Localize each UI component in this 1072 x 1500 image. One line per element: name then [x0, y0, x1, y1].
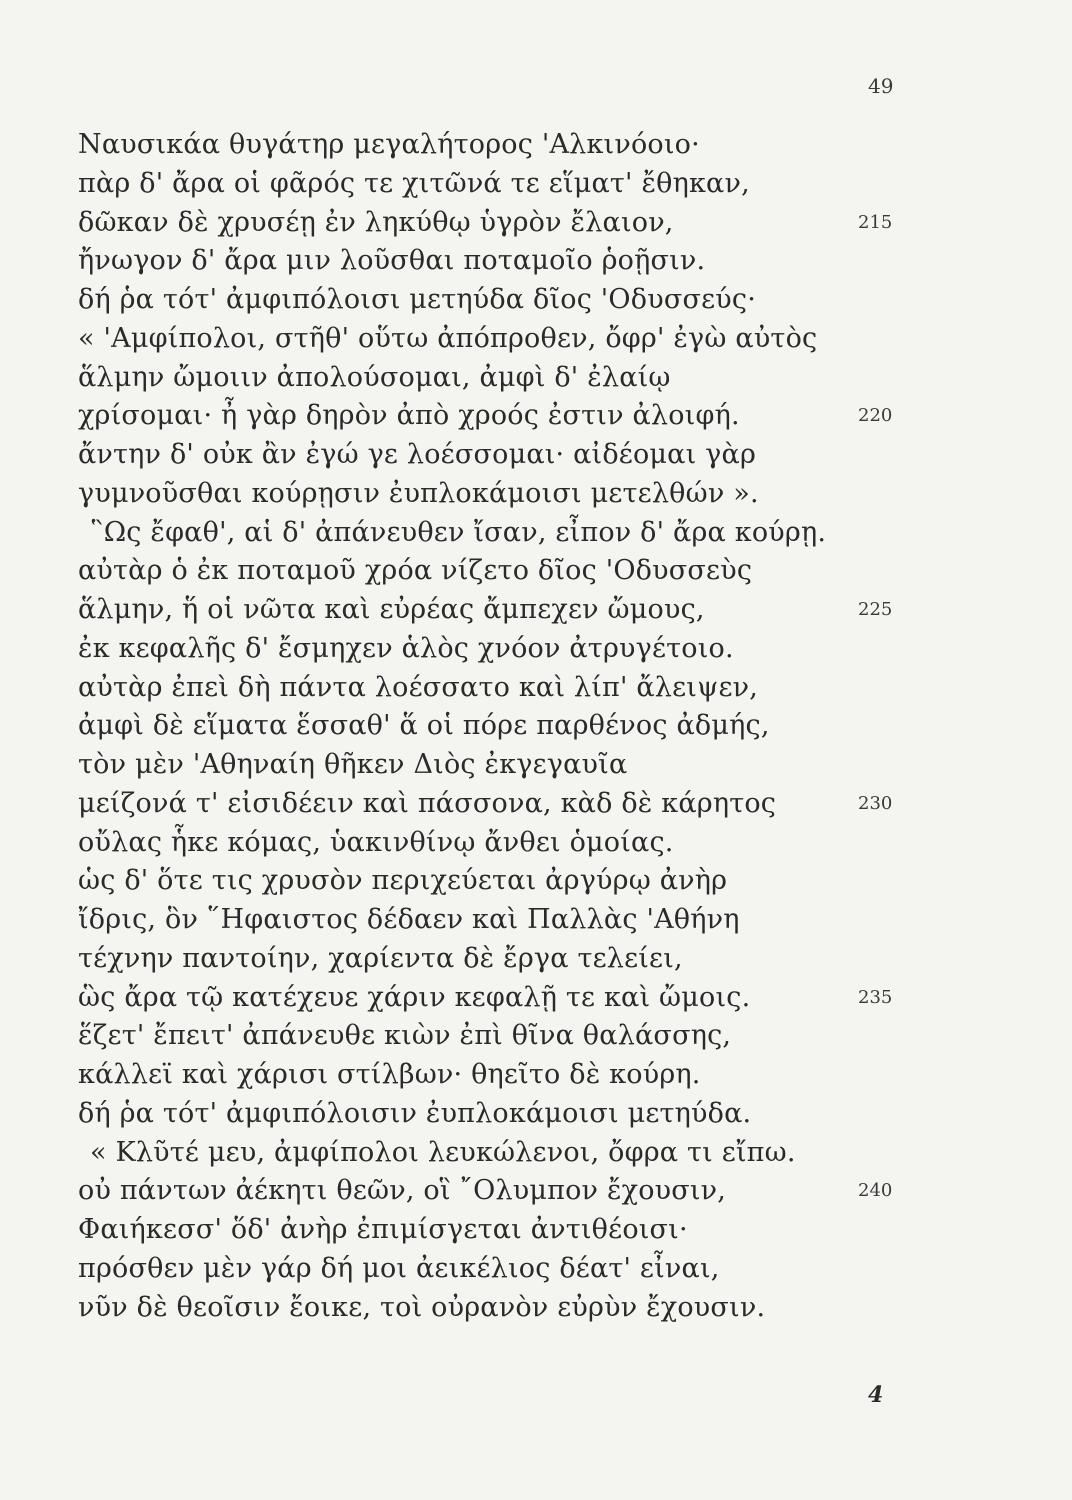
verse-line-number: [858, 1289, 918, 1328]
verse-line: ὡς δ' ὅτε τις χρυσὸν περιχεύεται ἀργύρῳ ἀνὴρ: [78, 865, 728, 897]
verse-line: χρίσομαι· ἦ γὰρ δηρὸν ἀπὸ χροός ἐστιν ἀλοιφή.: [78, 400, 740, 432]
verse-line: ἤνωγον δ' ἄρα μιν λοῦσθαι ποταμοῖο ῥοῇσιν.: [78, 245, 706, 277]
verse-line-number: [858, 746, 918, 785]
verse-line-number: [858, 1250, 918, 1289]
verse-line-number: [858, 475, 918, 514]
verse-line: μείζονά τ' εἰσιδέειν καὶ πάσσονα, κὰδ δὲ κάρητος: [78, 787, 777, 819]
verse-line-number: [858, 552, 918, 591]
verse-line-number: [858, 1056, 918, 1095]
verse-line-number: 220: [858, 405, 893, 427]
verse-line: ὣς ἄρα τῷ κατέχευε χάριν κεφαλῇ τε καὶ ὤμοις.: [78, 981, 751, 1013]
verse-line: ἐκ κεφαλῆς δ' ἔσμηχεν ἁλὸς χνόον ἀτρυγέτοιο.: [78, 632, 734, 664]
verse-line: δή ῥα τότ' ἀμφιπόλοισι μετηύδα δῖος 'Οδυσσεύς·: [78, 284, 756, 315]
verse-line-number: [858, 1134, 918, 1173]
verse-line: τέχνην παντοίην, χαρίεντα δὲ ἔργα τελείει,: [78, 942, 683, 974]
verse-line-number: [858, 940, 918, 979]
verse-line-number: [858, 281, 918, 320]
verse-line: ἄντην δ' οὐκ ἂν ἐγώ γε λοέσσομαι· αἰδέομαι γὰρ: [78, 439, 757, 470]
verse-line-number: [858, 436, 918, 475]
verse-line: δῶκαν δὲ χρυσέῃ ἐν ληκύθῳ ὑγρὸν ἔλαιον,: [78, 206, 674, 238]
signature-mark: 4: [868, 1382, 884, 1408]
verse-line: πρόσθεν μὲν γάρ δή μοι ἀεικέλιος δέατ' εἶναι,: [78, 1252, 720, 1284]
verse-line: κάλλεϊ καὶ χάρισι στίλβων· θηεῖτο δὲ κούρη.: [78, 1059, 701, 1090]
verse-line-number: [858, 862, 918, 901]
verse-line: ῝Ως ἔφαθ', αἱ δ' ἀπάνευθεν ἴσαν, εἶπον δ' ἄρα κούρῃ.: [90, 516, 827, 548]
verse-line: δή ῥα τότ' ἀμφιπόλοισιν ἐυπλοκάμοισι μετηύδα.: [78, 1097, 752, 1129]
verse-line-number: [858, 824, 918, 863]
verse-line: οὔλας ἧκε κόμας, ὑακινθίνῳ ἄνθει ὁμοίας.: [78, 826, 674, 858]
verse-line-number: 240: [858, 1180, 893, 1202]
verse-line-number: 235: [858, 986, 893, 1008]
verse-line: Ναυσικάα θυγάτηρ μεγαλήτορος 'Αλκινόοιο·: [78, 129, 700, 160]
verse-line: γυμνοῦσθαι κούρῃσιν ἐυπλοκάμοισι μετελθών ».: [78, 477, 759, 509]
verse-line-number: [858, 630, 918, 669]
verse-line: « Κλῦτέ μευ, ἀμφίπολοι λευκώλενοι, ὄφρα τι εἴπω.: [90, 1136, 796, 1168]
verse-line: πὰρ δ' ἄρα οἱ φᾶρός τε χιτῶνά τε εἵματ' ἔθηκαν,: [78, 167, 750, 199]
verse-line-number: [858, 707, 918, 746]
verse-block: [78, 126, 858, 1327]
verse-line: νῦν δὲ θεοῖσιν ἔοικε, τοὶ οὐρανὸν εὐρὺν ἔχουσιν.: [78, 1291, 766, 1323]
verse-line-number: 230: [858, 792, 893, 814]
verse-line-number: [858, 1211, 918, 1250]
verse-line-number: [858, 514, 918, 553]
verse-line-number: [858, 242, 918, 281]
verse-line-number: [858, 1095, 918, 1134]
verse-line-number: 225: [858, 599, 893, 620]
verse-line: τὸν μὲν 'Αθηναίη θῆκεν Διὸς ἐκγεγαυῖα: [78, 749, 628, 780]
verse-line-number: 215: [858, 211, 893, 233]
verse-line-number: [858, 1017, 918, 1056]
verse-line-number: [858, 165, 918, 204]
verse-line-number: [858, 901, 918, 940]
verse-line: ἴδρις, ὃν ῞Ηφαιστος δέδαεν καὶ Παλλὰς 'Αθήνη: [78, 904, 740, 935]
verse-line: ἅλμην, ἥ οἱ νῶτα καὶ εὐρέας ἄμπεχεν ὤμους,: [78, 594, 705, 625]
verse-line: οὐ πάντων ἀέκητι θεῶν, οἳ ῎Ολυμπον ἔχουσιν,: [78, 1175, 727, 1207]
verse-line: Φαιήκεσσ' ὅδ' ἀνὴρ ἐπιμίσγεται ἀντιθέοισι·: [78, 1214, 688, 1245]
verse-line: ἅλμην ὤμοιιν ἀπολούσομαι, ἀμφὶ δ' ἐλαίῳ: [78, 361, 671, 393]
verse-line: αὐτὰρ ἐπεὶ δὴ πάντα λοέσσατο καὶ λίπ' ἄλειψεν,: [78, 671, 759, 703]
verse-line-number: [858, 669, 918, 708]
page-number: 49: [868, 74, 894, 98]
line-number-column: [858, 126, 918, 1327]
verse-line-number: [858, 126, 918, 165]
verse-line-number: [858, 320, 918, 359]
verse-line: « 'Αμφίπολοι, στῆθ' οὕτω ἀπόπροθεν, ὄφρ' ἐγὼ αὐτὸς: [78, 322, 818, 354]
verse-line: αὐτὰρ ὁ ἐκ ποταμοῦ χρόα νίζετο δῖος 'Οδυσσεὺς: [78, 555, 753, 587]
verse-line: ἀμφὶ δὲ εἵματα ἕσσαθ' ἅ οἱ πόρε παρθένος ἀδμής,: [78, 710, 770, 742]
verse-line-number: [858, 359, 918, 398]
verse-line: ἕζετ' ἔπειτ' ἀπάνευθε κιὼν ἐπὶ θῖνα θαλάσσης,: [78, 1020, 732, 1052]
